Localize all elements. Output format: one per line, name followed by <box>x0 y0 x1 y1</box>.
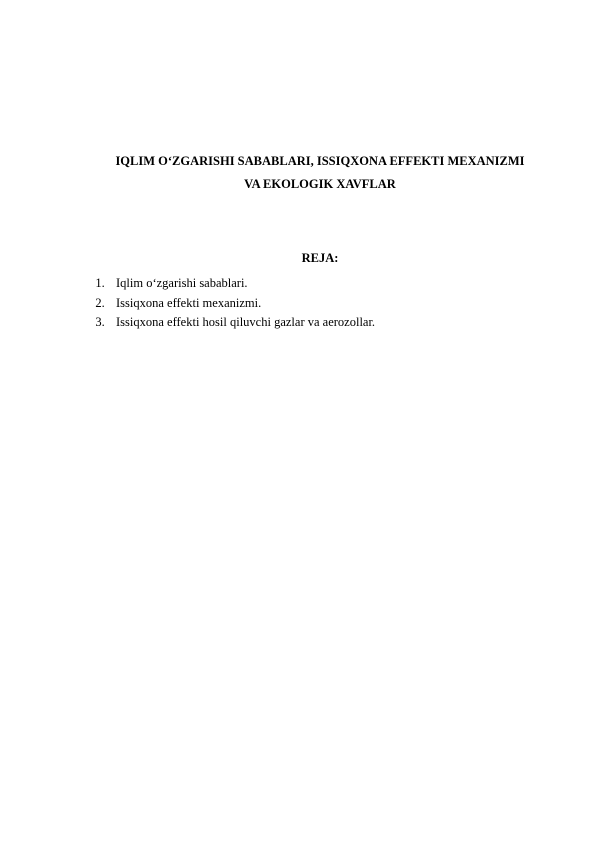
document-title-line-1: IQLIM O‘ZGARISHI SABABLARI, ISSIQXONA EFFEKTI MEXANIZMI <box>115 154 525 168</box>
plan-item-number: 2. <box>95 295 105 310</box>
plan-item-number: 1. <box>95 276 105 290</box>
plan-item <box>84 313 375 333</box>
document-title <box>60 150 580 196</box>
plan-item-number: 3. <box>95 315 105 329</box>
document-title-line-2: VA EKOLOGIK XAVFLAR <box>244 177 396 191</box>
plan-list <box>84 274 375 333</box>
plan-item <box>84 294 375 314</box>
plan-item <box>84 274 375 294</box>
plan-item-text: Issiqxona effekti hosil qiluvchi gazlar va aerozollar. <box>116 315 376 329</box>
plan-item-text: Iqlim o‘zgarishi sabablari. <box>116 276 248 290</box>
plan-item-text: Issiqxona effekti mexanizmi. <box>116 295 262 310</box>
plan-heading: REJA: <box>301 251 339 265</box>
